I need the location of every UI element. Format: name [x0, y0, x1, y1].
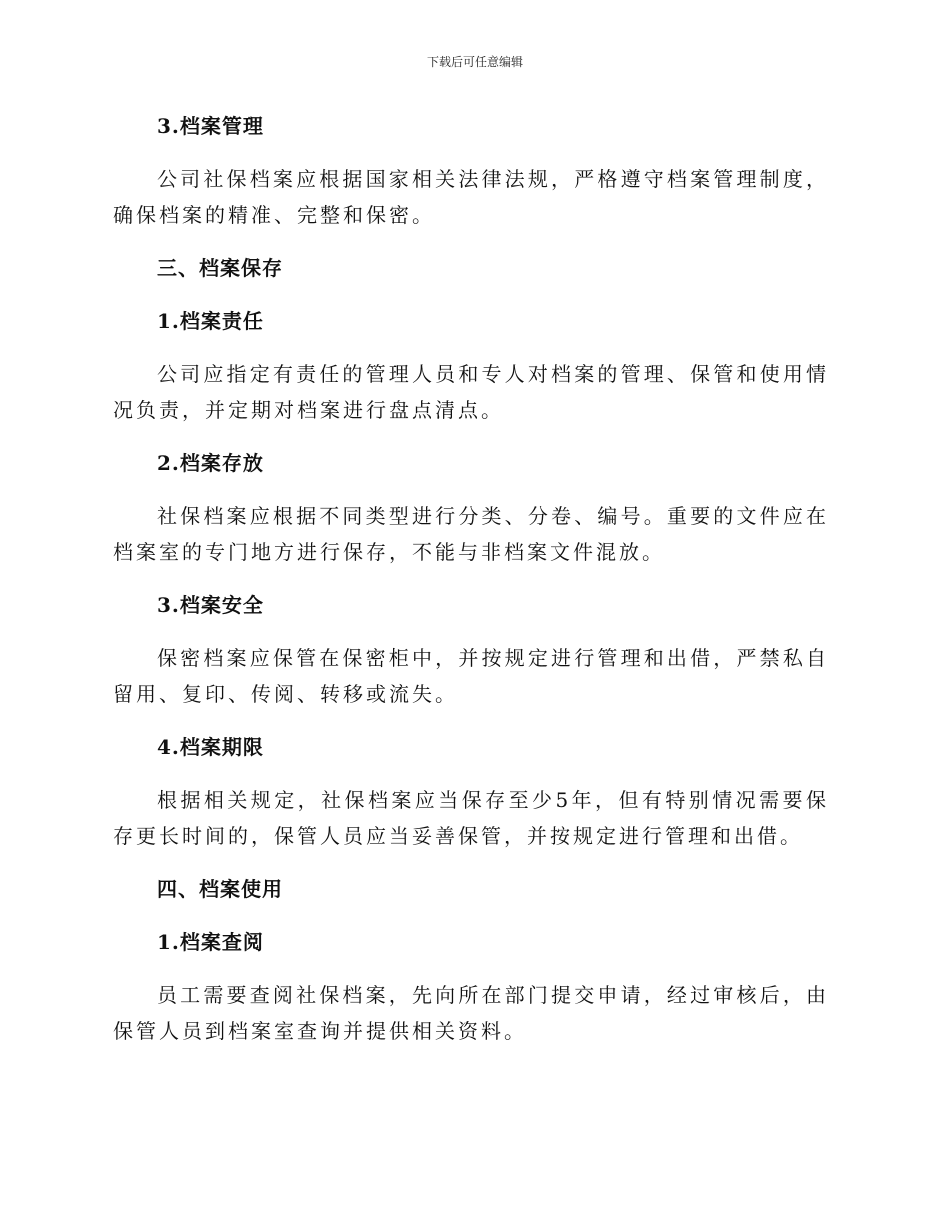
- chapter-heading-archive-usage: 四、档案使用: [157, 877, 283, 901]
- section-heading-archive-period: 4.档案期限: [157, 735, 264, 759]
- section-heading-archive-management: 3.档案管理: [157, 114, 264, 138]
- page-header: 下载后可任意编辑: [426, 55, 523, 69]
- section-heading-archive-responsibility: 1.档案责任: [157, 309, 264, 333]
- paragraph-archive-placement: 社保档案应根据不同类型进行分类、分卷、编号。重要的文件应在档案室的专门地方进行保存，不能与非档案文件混放。: [113, 504, 829, 564]
- document-body: [113, 108, 829, 1049]
- paragraph-archive-period: 根据相关规定，社保档案应当保存至少5年，但有特别情况需要保存更长时间的，保管人员应当妥善保管，并按规定进行管理和出借。: [113, 788, 829, 848]
- section-heading-archive-placement: 2.档案存放: [157, 451, 264, 475]
- paragraph-archive-consult: 员工需要查阅社保档案，先向所在部门提交申请，经过审核后，由保管人员到档案室查询并提供相关资料。: [113, 983, 829, 1043]
- paragraph-archive-management: 公司社保档案应根据国家相关法律法规，严格遵守档案管理制度，确保档案的精准、完整和保密。: [113, 167, 829, 227]
- paragraph-archive-responsibility: 公司应指定有责任的管理人员和专人对档案的管理、保管和使用情况负责，并定期对档案进行盘点清点。: [113, 362, 829, 422]
- section-heading-archive-security: 3.档案安全: [157, 593, 264, 617]
- section-heading-archive-consult: 1.档案查阅: [157, 930, 264, 954]
- chapter-heading-archive-storage: 三、档案保存: [157, 256, 283, 280]
- paragraph-archive-security: 保密档案应保管在保密柜中，并按规定进行管理和出借，严禁私自留用、复印、传阅、转移或流失。: [113, 646, 829, 706]
